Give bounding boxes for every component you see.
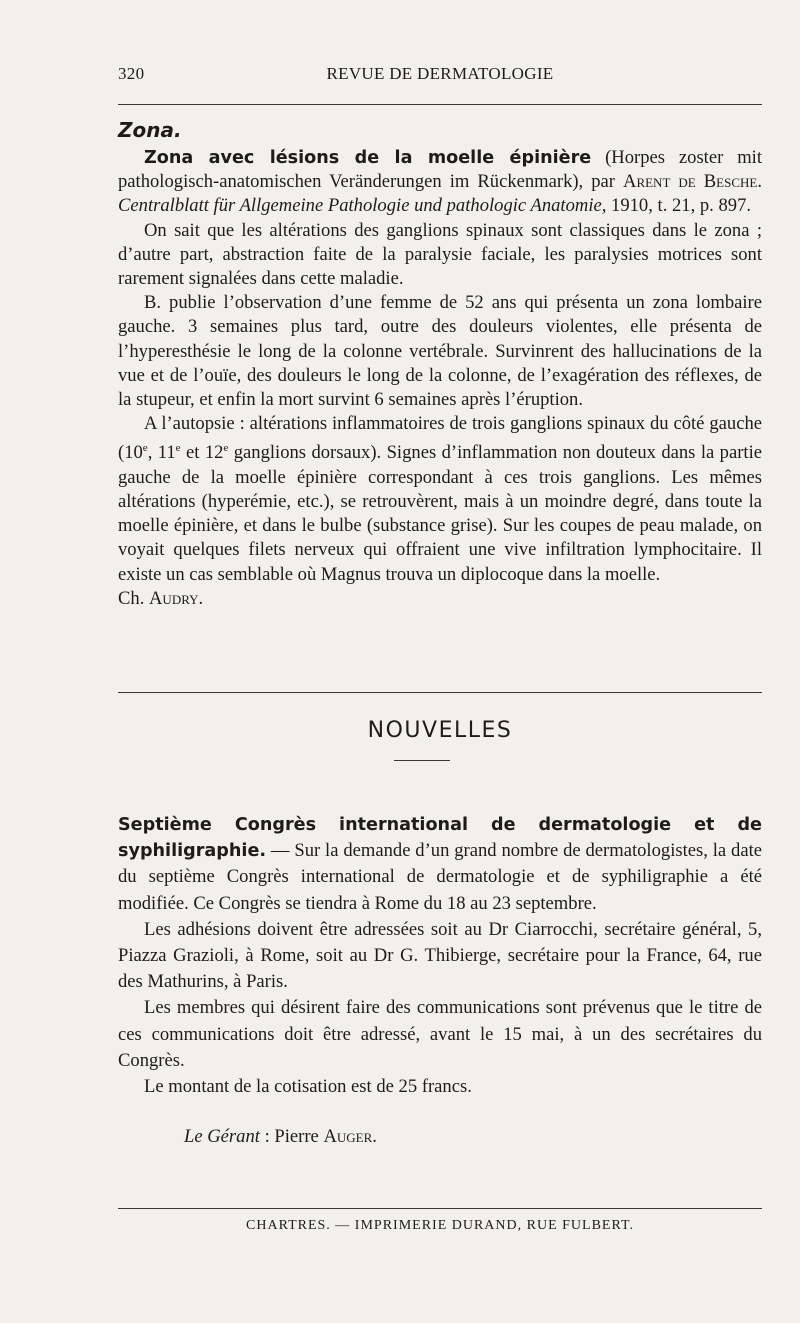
autopsy-text: et 12 [180,442,224,464]
autopsy-text: A l’autopsie : altérations inflammatoires de trois ganglions spinaux du côté gauche (10 [118,413,762,464]
running-header [118,64,762,90]
page-number: 320 [118,64,145,83]
journal-citation: 1910, t. 21, p. 897. [606,195,752,217]
footer-rule [118,1208,762,1209]
signature-name: Audry. [149,587,204,609]
superscript: e [142,442,148,455]
header-rule [118,104,762,105]
paragraph: B. publie l’observation d’une femme de 52 ans qui présenta un zona lombaire gauche. 3 semaines plus tard, outre des douleurs violentes, elle présenta de l’hyperesthésie le long de la colonne vertébrale. Survinrent des hallucinations de la vue et de l’ouïe, des douleurs le long de la colonne, de l’exagération des réflexes, de la stupeur, et enfin la mort survint 6 semaines après l’éruption. [118,292,762,411]
gerant-line [118,1124,762,1150]
section-rule [118,692,762,693]
printer-imprint: CHARTRES. — IMPRIMERIE DURAND, RUE FULBERT. [246,1218,634,1233]
zona-section [118,112,762,611]
heading-underline [394,760,450,761]
gerant-label: Le Gérant [184,1126,260,1148]
signature-prefix: Ch. [118,587,149,609]
article-author: Arent de Besche. [623,171,762,193]
paragraph: On sait que les altérations des ganglions spinaux sont classiques dans le zona ; d’autre part, abstraction faite de la paralysie faciale, les paralysies motrices sont rarement signalées dans cette maladie. [118,219,762,290]
congress-paragraph [118,812,762,917]
superscript: e [175,442,181,455]
congress-title: Septième Congrès international de dermatologie et de syphiligraphie. [118,815,762,862]
signature [118,587,762,611]
nouvelles-heading: NOUVELLES [367,718,513,743]
gerant-name: Auger. [323,1126,377,1148]
paragraph: Le montant de la cotisation est de 25 francs. [144,1076,472,1098]
paragraph: Les membres qui désirent faire des communications sont prévenus que le titre de ces communications doit être adressé, avant le 15 mai, à un des secrétaires du Congrès. [118,997,762,1071]
article-title-rest: (Horpes zoster mit pathologisch-anatomischen Veränderungen im Rückenmark), par [118,147,762,193]
section-title: Zona. [118,118,182,142]
article-title: Zona avec lésions de la moelle épinière [144,148,592,168]
congress-text: — Sur la demande d’un grand nombre de dermatologistes, la date du septième Congrès international de dermatologie et de syphiligraphie a été modifiée. Ce Congrès se tiendra à Rome du 18 au 23 septembre. [118,840,762,914]
autopsy-paragraph [118,412,762,587]
journal-name: Centralblatt für Allgemeine Pathologie und pathologic Anatomie, [118,195,607,217]
gerant-colon: : Pierre [259,1126,324,1148]
autopsy-text: , 11 [147,442,176,464]
article-citation [118,146,762,219]
journal-title: REVUE DE DERMATOLOGIE [326,64,554,83]
autopsy-text: ganglions dorsaux). Signes d’inflammation non douteux dans la partie gauche de la moelle épinière correspondant à ces trois ganglions. Les mêmes altérations (hyperémie, etc.), se retrouvèrent, mais à un moindre degré, dans toute la moelle épinière, et dans le bulbe (substance grise). Sur les coupes de peau malade, on voyait quelques filets nerveux qui offraient une vive infiltration lymphocitaire. Il existe un cas semblable où Magnus trouva un diplocoque dans la moelle. [118,442,762,585]
nouvelles-section [118,812,762,1150]
paragraph: Les adhésions doivent être adressées soit au Dr Ciarrocchi, secrétaire général, 5, Piazza Grazioli, à Rome, soit au Dr G. Thibierge, secrétaire pour la France, 64, rue des Mathurins, à Paris. [118,918,762,993]
superscript: e [223,442,229,455]
